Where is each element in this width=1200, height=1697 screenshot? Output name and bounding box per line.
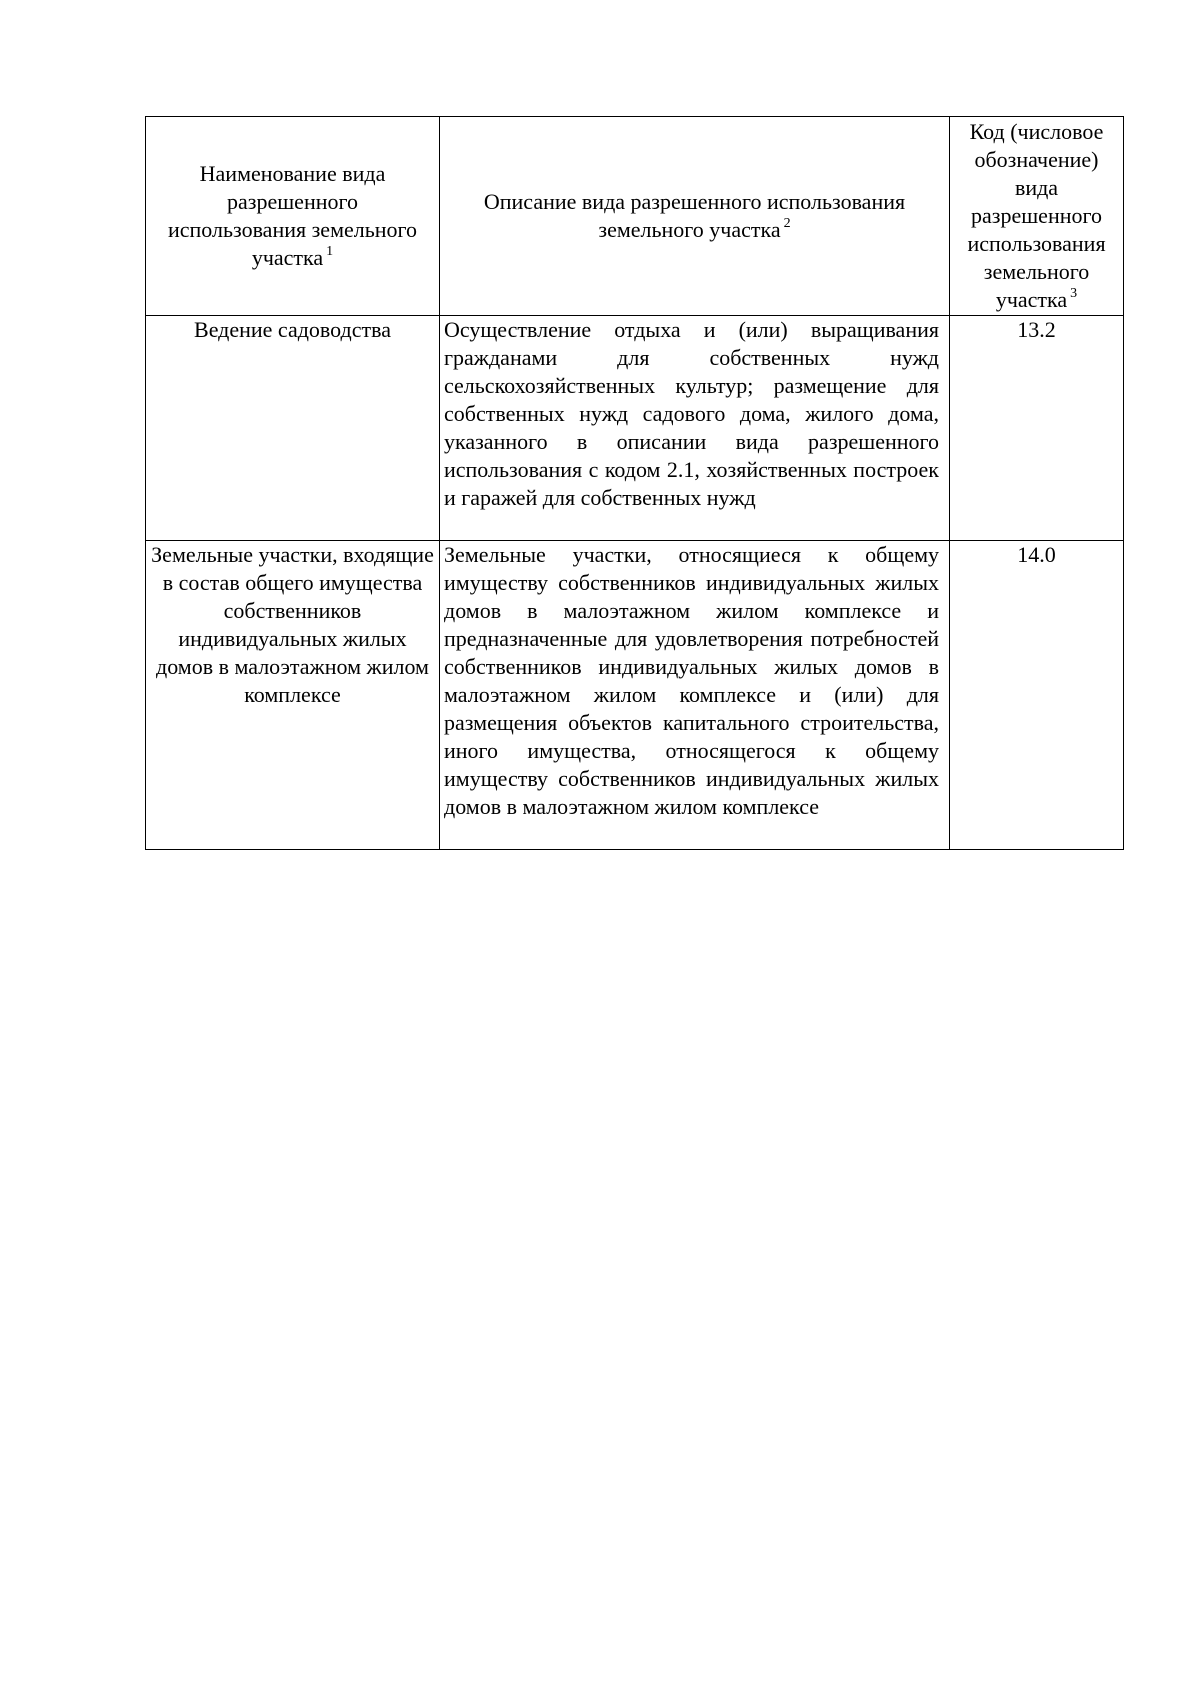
footnote-marker-1: 1 bbox=[326, 243, 334, 259]
row-code-cell: 13.2 bbox=[950, 316, 1124, 541]
header-code bbox=[950, 117, 1124, 316]
row-description-cell: Земельные участки, относящиеся к общему имуществу собственников индивидуальных жилых домов в малоэтажном жилом комплексе и предназначенные для удовлетворения потребностей собственников индивидуальных жилых домов в малоэтажном жилом комплексе и (или) для размещения объектов капитального строительства, иного имущества, относящегося к общему имуществу собственников индивидуальных жилых домов в малоэтажном жилом комплексе bbox=[440, 541, 950, 850]
land-use-table bbox=[145, 116, 1124, 850]
table-body bbox=[146, 316, 1124, 850]
table-row bbox=[146, 541, 1124, 850]
header-name bbox=[146, 117, 440, 316]
header-code-text: Код (числовое обозначение) вида разрешенного использования земельного участка bbox=[967, 119, 1106, 312]
footnote-marker-3: 3 bbox=[1070, 285, 1078, 301]
header-description-text: Описание вида разрешенного использования земельного участка bbox=[483, 189, 906, 242]
table-row bbox=[146, 316, 1124, 541]
table-header bbox=[146, 117, 1124, 316]
header-description bbox=[440, 117, 950, 316]
header-name-text: Наименование вида разрешенного использования земельного участка bbox=[167, 161, 418, 270]
row-code-cell: 14.0 bbox=[950, 541, 1124, 850]
header-row bbox=[146, 117, 1124, 316]
row-description-cell: Осуществление отдыха и (или) выращивания гражданами для собственных нужд сельскохозяйственных культур; размещение для собственных нужд садового дома, жилого дома, указанного в описании вида разрешенного использования с кодом 2.1, хозяйственных построек и гаражей для собственных нужд bbox=[440, 316, 950, 541]
footnote-marker-2: 2 bbox=[783, 215, 791, 231]
row-name-cell: Земельные участки, входящие в состав общего имущества собственников индивидуальных жилых домов в малоэтажном жилом комплексе bbox=[146, 541, 440, 850]
row-name-cell: Ведение садоводства bbox=[146, 316, 440, 541]
